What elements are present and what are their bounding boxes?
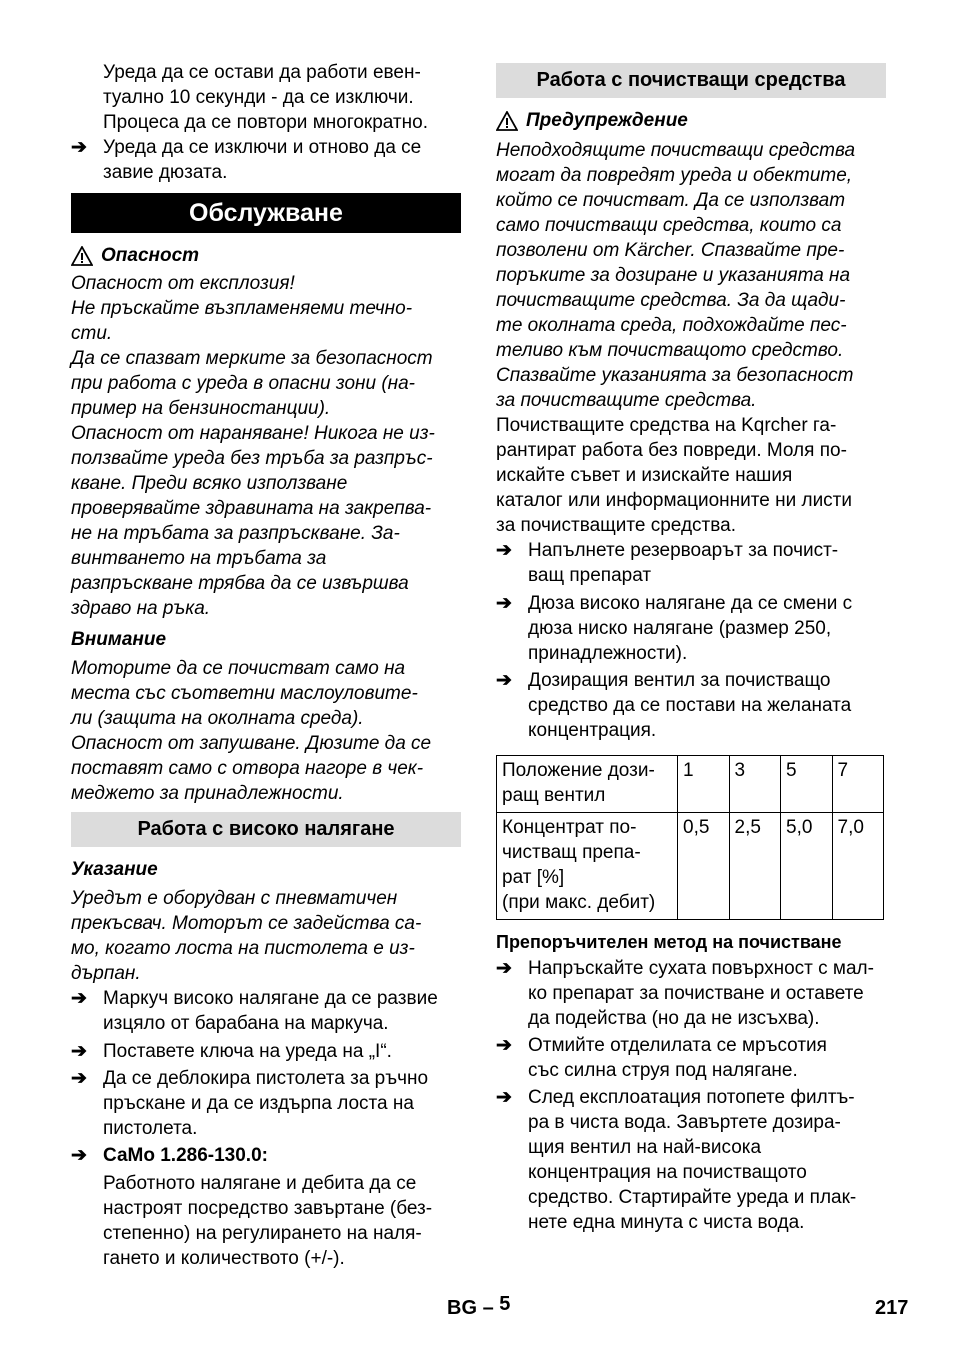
method-title: Препоръчителен метод на почистване [496, 932, 842, 952]
text-line: рантират работа без повреди. Моля по- [496, 440, 847, 461]
text-line: проверявайте здравината на закрепва- [71, 498, 432, 519]
bullet-item [496, 668, 918, 743]
text-line: щия вентил на най-висока [528, 1137, 762, 1158]
text-line: мо, когато лоста на пистолета е из- [71, 938, 415, 959]
text-line: Уреда да се изключи и отново да се [103, 137, 422, 158]
text-line: принадлежности). [528, 643, 688, 664]
text-line: средство да се постави на желаната [528, 695, 852, 716]
text-line: места със съответни маслоуловите- [71, 683, 418, 704]
arrow-icon: ➔ [496, 593, 512, 614]
text-line: ко препарат за почистване и оставете [528, 983, 864, 1004]
text-line: разпръскване трябва да се извършва [71, 573, 409, 594]
text-line: за почистващите средства. [496, 390, 757, 411]
footer-section-label [447, 1293, 511, 1321]
table-cell: 5 [781, 756, 833, 813]
dosing-table [496, 755, 884, 920]
text-line: искайте съвет и изискайте нашия [496, 465, 793, 486]
text-line: Отмийте отделилата се мръсотия [528, 1035, 827, 1056]
attention-block [71, 627, 461, 806]
text-line: Положение дози- [502, 760, 655, 781]
text-line: Процеса да се повтори многократно. [103, 112, 428, 133]
text-line: меджето за принадлежности. [71, 783, 344, 804]
arrow-icon: ➔ [71, 1068, 87, 1089]
page-number: 217 [875, 1297, 909, 1319]
text-line: позволени от Kärcher. Спазвайте пре- [496, 240, 845, 261]
text-line: ползвайте уреда без тръба за разпръс- [71, 448, 433, 469]
text-line: ващ препарат [528, 565, 652, 586]
table-row [497, 756, 884, 813]
danger-heading [71, 243, 461, 268]
text-line: не на тръбата за разпръскване. За- [71, 523, 400, 544]
text-line: След експлоатация потопете филтъ- [528, 1087, 855, 1108]
text-line: завие дюзата. [103, 162, 228, 183]
text-line: сти. [71, 323, 113, 344]
warning-triangle-icon [71, 246, 93, 266]
table-cell: 5,0 [781, 813, 833, 920]
text-line: Почистващите средства на Kqrcher га- [496, 415, 837, 436]
text-line: гането и количеството (+/-). [103, 1248, 345, 1269]
text-line: поръките за дозиране и указанията на [496, 265, 851, 286]
arrow-icon: ➔ [71, 1145, 87, 1166]
bullet-item [496, 538, 918, 588]
text-line: изцяло от барабана на маркуча. [103, 1013, 389, 1034]
text-line: Опасност от нараняване! Никога не из- [71, 423, 435, 444]
table-cell [497, 813, 678, 920]
bullet-item [496, 1033, 918, 1083]
arrow-icon: ➔ [496, 1087, 512, 1108]
camo-text [71, 1171, 493, 1271]
bullet-item [71, 1039, 493, 1064]
bullet-item [71, 135, 493, 185]
text-line: Опасност от запушване. Дюзите да се [71, 733, 432, 754]
text-line: пистолета. [103, 1118, 198, 1139]
text-line: Маркуч високо налягане да се развие [103, 988, 438, 1009]
text-line: Спазвайте указанията за безопасност [496, 365, 854, 386]
table-cell: 7,0 [832, 813, 884, 920]
text-line: Уреда да се остави да работи евен- [103, 62, 421, 83]
table-cell: 3 [729, 756, 781, 813]
text-line: ра в чиста вода. Завъртете дозира- [528, 1112, 841, 1133]
text-line: (при макс. дебит) [502, 892, 656, 913]
text-line: концентрация на почистващото [528, 1162, 807, 1183]
text-line: прекъсвач. Моторът се задейства са- [71, 913, 422, 934]
bullet-item [71, 1143, 493, 1168]
footer-lang: BG [447, 1297, 477, 1319]
bullet-item [496, 956, 918, 1031]
text-line: Напълнете резервоарът за почист- [528, 540, 839, 561]
table-row [497, 813, 884, 920]
text-line: само почистващи средства, които са [496, 215, 842, 236]
text-line: Да се деблокира пистолета за ръчно [103, 1068, 429, 1089]
text-line: нете една минута с чиста вода. [528, 1212, 805, 1233]
arrow-icon: ➔ [496, 1035, 512, 1056]
text-line: Уредът е оборудван с пневматичен [71, 888, 398, 909]
text-line: Концентрат по- [502, 817, 637, 838]
bullet-item [71, 1066, 493, 1141]
text-line: Дозиращия вентил за почистващо [528, 670, 831, 691]
plain-text [496, 413, 886, 538]
text-line: Работното налягане и дебита да се [103, 1173, 417, 1194]
text-line: ращ вентил [502, 785, 606, 806]
danger-text [71, 271, 461, 621]
warning-block [496, 108, 886, 538]
text-line: Опасност от експлозия! [71, 273, 295, 294]
text-line: дюза ниско налягане (размер 250, [528, 618, 832, 639]
model-label: СаМо 1.286-130.0: [103, 1145, 268, 1166]
intro-text [71, 60, 493, 135]
text-line: Напръскайте сухата повърхност с мал- [528, 958, 874, 979]
note-block [71, 857, 461, 986]
table-cell: 0,5 [678, 813, 730, 920]
warning-heading [496, 108, 886, 133]
footer-dash: – [482, 1297, 494, 1319]
text-line: настроят посредство завъртане (без- [103, 1198, 433, 1219]
arrow-icon: ➔ [496, 670, 512, 691]
text-line: чистващ препа- [502, 842, 641, 863]
text-line: концентрация. [528, 720, 657, 741]
bullet-item [496, 591, 918, 666]
text-line: кване. Преди всяко използване [71, 473, 348, 494]
text-line: теливо към почистващото средство. [496, 340, 844, 361]
arrow-icon: ➔ [496, 958, 512, 979]
bullet-item [71, 986, 493, 1036]
text-line: за почистващите средства. [496, 515, 736, 536]
bullet-item [496, 1085, 918, 1235]
warning-triangle-icon [496, 111, 518, 131]
text-line: Не пръскайте възпламеняеми течно- [71, 298, 413, 319]
text-line: средство. Стартирайте уреда и плак- [528, 1187, 857, 1208]
arrow-icon: ➔ [71, 1041, 87, 1062]
arrow-icon: ➔ [71, 988, 87, 1009]
text-line: който се почистват. Да се използват [496, 190, 846, 211]
note-title: Указание [71, 859, 158, 880]
text-line: Да се спазват мерките за безопасност [71, 348, 433, 369]
text-line: каталог или информационните ни листи [496, 490, 852, 511]
text-line: здраво на ръка. [71, 598, 211, 619]
text-line: със силна струя под налягане. [528, 1060, 798, 1081]
text-line: поставят само с отвора нагоре в чек- [71, 758, 424, 779]
section-title: Обслужване [71, 193, 461, 233]
warning-title: Предупреждение [526, 110, 688, 131]
text-line: ли (защита на околната среда). [71, 708, 364, 729]
table-cell: 2,5 [729, 813, 781, 920]
attention-text [71, 656, 461, 806]
table-cell: 7 [832, 756, 884, 813]
danger-title: Опасност [101, 245, 200, 266]
cleaning-section-heading: Работа с почистващи средства [496, 63, 886, 98]
arrow-icon: ➔ [71, 137, 87, 158]
text-line: почистващите средства. За да щади- [496, 290, 846, 311]
text-line: могат да повредят уреда и обектите, [496, 165, 853, 186]
text-line: пръскане и да се издърпа лоста на [103, 1093, 414, 1114]
text-line: степенно) на регулирането на наля- [103, 1223, 422, 1244]
text-line: Поставете ключа на уреда на „I“. [103, 1041, 392, 1062]
table-cell: 1 [678, 756, 730, 813]
text-line: дърпан. [71, 963, 141, 984]
text-line: винтването на тръбата за [71, 548, 327, 569]
text-line: Моторите да се почистват само на [71, 658, 406, 679]
danger-block [71, 243, 461, 621]
attention-title: Внимание [71, 629, 167, 650]
footer-section-page: 5 [499, 1293, 511, 1315]
text-line: Неподходящите почистващи средства [496, 140, 856, 161]
hp-section-heading: Работа с високо налягане [71, 812, 461, 847]
text-line: Дюза високо налягане да се смени с [528, 593, 853, 614]
table-cell [497, 756, 678, 813]
warning-text [496, 138, 886, 413]
text-line: при работа с уреда в опасни зони (на- [71, 373, 416, 394]
text-line: те околната среда, подхождайте пес- [496, 315, 847, 336]
text-line: да подейства (но да не изсъхва). [528, 1008, 820, 1029]
text-line: туално 10 секунди - да се изключи. [103, 87, 414, 108]
arrow-icon: ➔ [496, 540, 512, 561]
text-line: рат [%] [502, 867, 565, 888]
text-line: пример на бензиностанции). [71, 398, 331, 419]
note-text [71, 886, 461, 986]
